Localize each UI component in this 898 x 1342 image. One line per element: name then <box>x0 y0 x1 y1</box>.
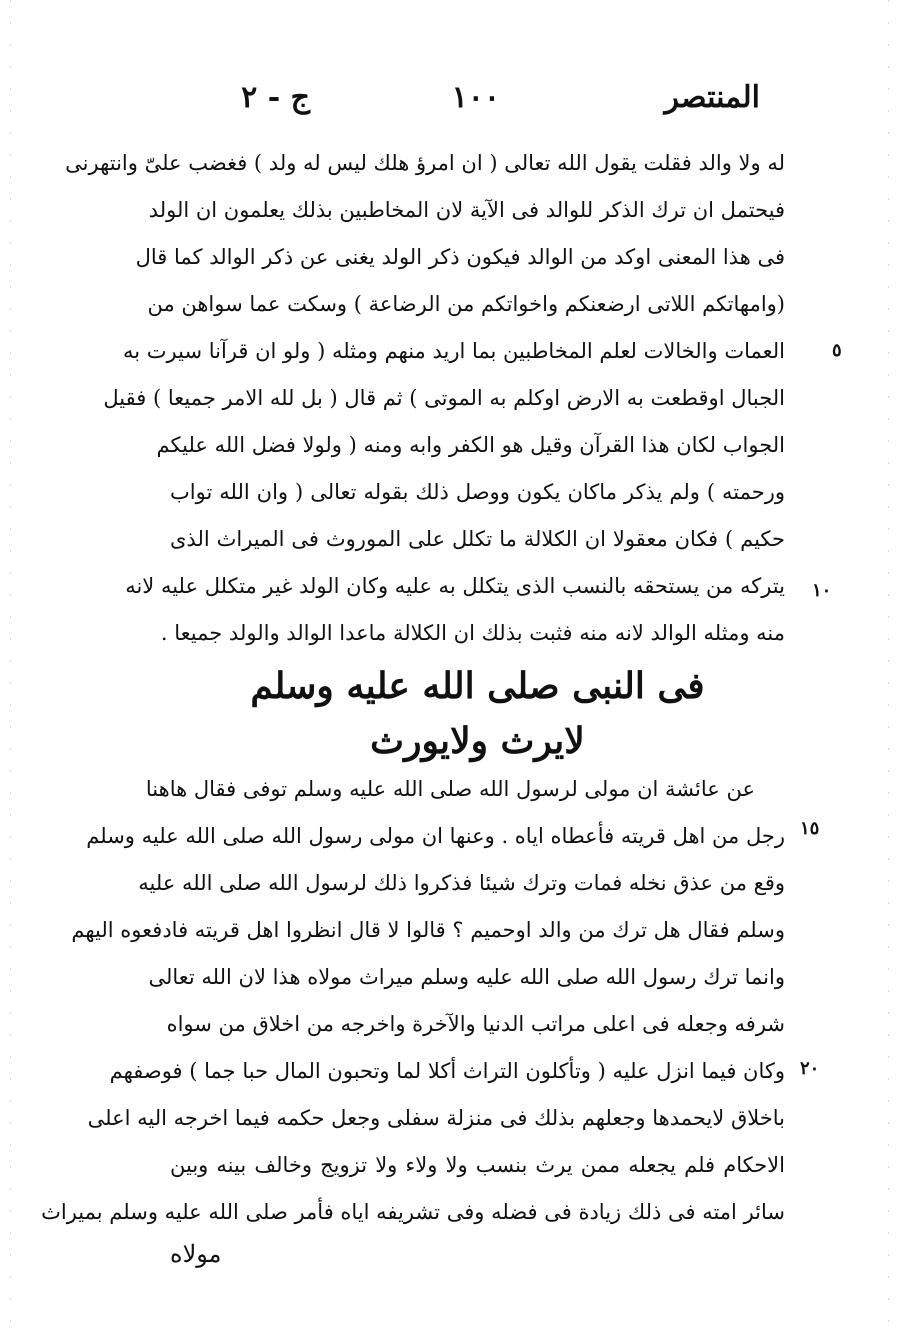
text-line: (وامهاتكم اللاتى ارضعنكم واخواتكم من الرضاعة ) وسكت عما سواهن من <box>147 292 785 316</box>
volume-number: ج - ٢ <box>241 80 310 115</box>
text-line: رجل من اهل قريته فأعطاه اياه . وعنها ان مولى رسول الله صلى الله عليه وسلم <box>86 824 785 848</box>
paragraph-1 <box>65 140 785 657</box>
text-line: وسلم فقال هل ترك من والد اوحميم ؟ قالوا لا قال انظروا اهل قريته فادفعوه اليهم <box>71 918 785 942</box>
text-line: العمات والخالات لعلم المخاطبين بما اريد منهم ومثله ( ولو ان قرآنا سيرت به <box>122 339 785 363</box>
text-line: عن عائشة ان مولى لرسول الله صلى الله عليه وسلم توفى فقال هاهنا <box>145 777 755 801</box>
line-number-5: ٥ <box>832 340 842 361</box>
text-line: فى هذا المعنى اوكد من الوالد فيكون ذكر الولد يغنى عن ذكر الوالد كما قال <box>135 245 785 269</box>
line-number-20: ٢٠ <box>800 1058 820 1079</box>
text-line: وقع من عذق نخله فمات وترك شيئا فذكروا ذلك لرسول الله صلى الله عليه <box>138 871 785 895</box>
book-title: المنتصر <box>664 80 760 115</box>
line-number-15: ١٥ <box>800 818 820 839</box>
text-line: حكيم ) فكان معقولا ان الكلالة ما تكلل على الموروث فى الميراث الذى <box>170 527 785 551</box>
text-line: منه ومثله الوالد لانه منه فثبت بذلك ان الكلالة ماعدا الوالد والولد جميعا . <box>160 621 785 645</box>
running-header <box>170 80 770 130</box>
text-line: ورحمته ) ولم يذكر ماكان يكون ووصل ذلك بقوله تعالى ( وان الله تواب <box>170 480 785 504</box>
text-line: الجواب لكان هذا القرآن وقيل هو الكفر وابه ومنه ( ولولا فضل الله عليكم <box>156 433 785 457</box>
scan-edge-right <box>888 0 889 1342</box>
text-line: وكان فيما انزل عليه ( وتأكلون التراث أكلا لما وتحبون المال حبا جما ) فوصفهم <box>109 1059 785 1083</box>
paragraph-2 <box>41 766 785 1236</box>
page-number: ١٠٠ <box>451 80 500 115</box>
text-line: سائر امته فى ذلك زيادة فى فضله وفى تشريفه اياه فأمر صلى الله عليه وسلم بميراث <box>41 1200 785 1224</box>
text-line: شرفه وجعله فى اعلى مراتب الدنيا والآخرة واخرجه من اخلاق من سواه <box>166 1012 785 1036</box>
scan-edge-left <box>10 0 11 1342</box>
section-heading-line-1: فى النبى صلى الله عليه وسلم <box>250 665 705 707</box>
text-line: باخلاق لايحمدها وجعلهم بذلك فى منزلة سفلى وجعل حكمه فيما اخرجه اليه اعلى <box>87 1106 785 1130</box>
text-line: له ولا والد فقلت يقول الله تعالى ( ان امرؤ هلك ليس له ولد ) فغضب علىّ وانتهرنى <box>65 151 785 175</box>
line-number-10: ١٠ <box>812 580 832 601</box>
text-line: الاحكام فلم يجعله ممن يرث بنسب ولا ولاء ولا تزويج وخالف بينه وبين <box>170 1153 785 1177</box>
text-line: يتركه من يستحقه بالنسب الذى يتكلل به عليه وكان الولد غير متكلل عليه لانه <box>125 574 785 598</box>
text-line: الجبال اوقطعت به الارض اوكلم به الموتى ) ثم قال ( بل لله الامر جميعا ) فقيل <box>103 386 785 410</box>
section-heading-line-2: لايرث ولايورث <box>370 720 585 762</box>
text-line: فيحتمل ان ترك الذكر للوالد فى الآية لان المخاطبين بذلك يعلمون ان الولد <box>148 198 785 222</box>
text-line: وانما ترك رسول الله صلى الله عليه وسلم ميراث مولاه هذا لان الله تعالى <box>148 965 785 989</box>
catchword: مولاه <box>170 1240 222 1268</box>
